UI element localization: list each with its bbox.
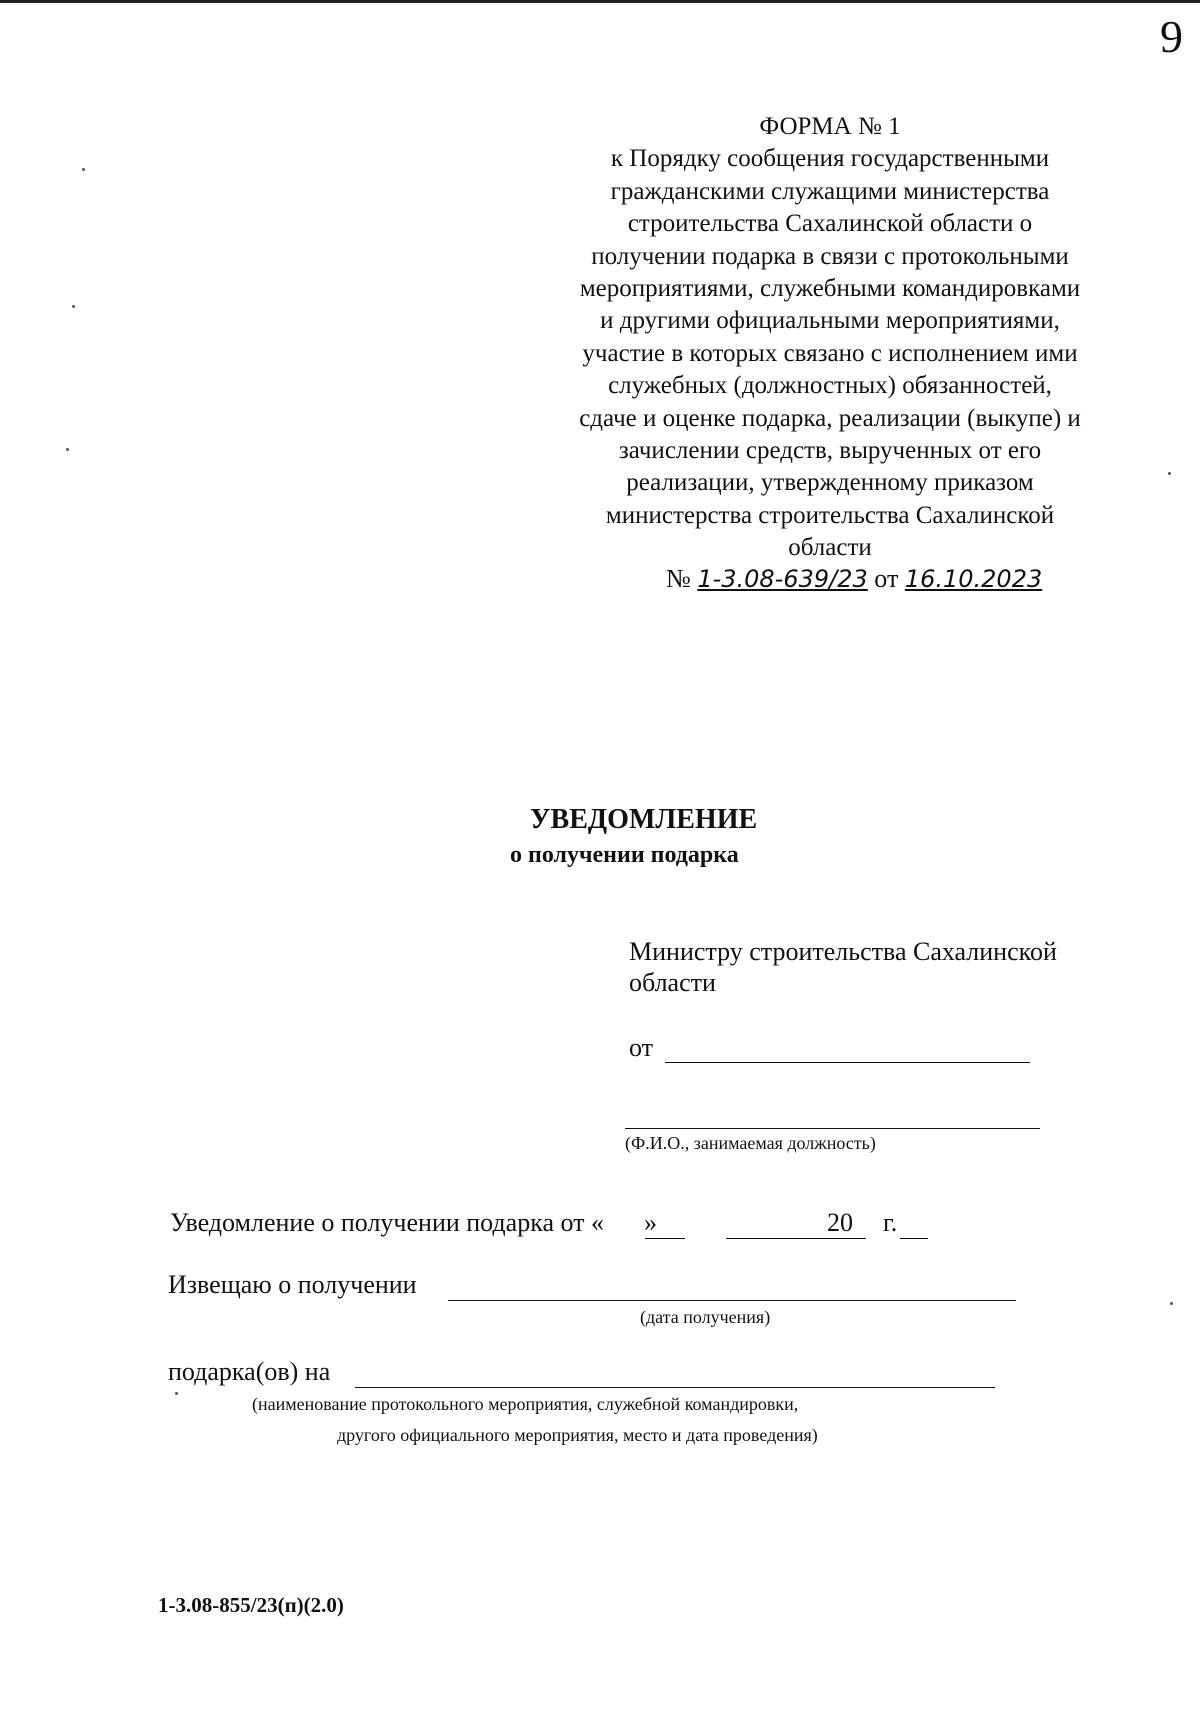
page-top-border bbox=[0, 0, 1200, 3]
notice-subtitle: о получении подарка bbox=[510, 842, 739, 868]
form-header bbox=[540, 111, 1120, 565]
form-line: зачислении средств, вырученных от его bbox=[618, 437, 1042, 465]
form-line: к Порядку сообщения государственными bbox=[610, 145, 1050, 173]
form-line: служебных (должностных) обязанностей, bbox=[608, 372, 1052, 400]
page-number: 9 bbox=[1160, 11, 1183, 62]
fio-fill-line bbox=[625, 1128, 1040, 1129]
form-line: ФОРМА № 1 bbox=[759, 113, 901, 140]
order-number-handwritten: 1-3.08-639/23 bbox=[697, 565, 868, 593]
from-label: от bbox=[629, 1033, 654, 1062]
scan-speck bbox=[1168, 472, 1171, 475]
form-line: мероприятиями, служебными командировками bbox=[579, 275, 1081, 303]
form-line: получении подарка в связи с протокольными bbox=[591, 242, 1069, 270]
scan-speck bbox=[175, 1392, 178, 1395]
form-line: реализации, утвержденному приказом bbox=[626, 469, 1034, 497]
addressee-line2: области bbox=[629, 968, 716, 997]
from-fill-line bbox=[665, 1062, 1030, 1063]
scan-speck bbox=[82, 168, 85, 171]
gift-label: подарка(ов) на bbox=[168, 1357, 331, 1386]
fio-caption: (Ф.И.О., занимаемая должность) bbox=[625, 1133, 876, 1153]
scan-speck bbox=[66, 448, 69, 451]
form-line: участие в которых связано с исполнением ими bbox=[582, 339, 1078, 367]
gift-caption-line1: (наименование протокольного мероприятия, служебной командировки, bbox=[252, 1394, 799, 1414]
order-date-handwritten: 16.10.2023 bbox=[904, 565, 1043, 593]
order-date-label: от bbox=[874, 564, 899, 593]
form-line: строительства Сахалинской области о bbox=[627, 210, 1033, 238]
order-number-label: № bbox=[666, 564, 691, 593]
month-fill-line bbox=[726, 1238, 866, 1239]
gift-fill-line bbox=[355, 1387, 995, 1388]
notice-year-suffix: г. bbox=[883, 1208, 898, 1237]
receipt-label: Извещаю о получении bbox=[168, 1270, 417, 1299]
addressee-line1: Министру строительства Сахалинской bbox=[629, 937, 1057, 966]
notice-date-prefix: Уведомление о получении подарка от « bbox=[170, 1208, 605, 1237]
notice-title: УВЕДОМЛЕНИЕ bbox=[530, 804, 758, 835]
scan-speck bbox=[1170, 1302, 1173, 1305]
form-line: и другими официальными мероприятиями, bbox=[600, 307, 1060, 335]
notice-date-row bbox=[170, 1208, 897, 1238]
day-fill-line bbox=[645, 1238, 685, 1239]
year-fill-line bbox=[900, 1238, 928, 1239]
form-line: области bbox=[788, 534, 872, 562]
form-line: министерства строительства Сахалинской bbox=[605, 501, 1055, 529]
form-line: гражданскими служащими министерства bbox=[610, 177, 1050, 205]
receipt-caption: (дата получения) bbox=[640, 1307, 771, 1327]
order-reference bbox=[666, 564, 1042, 594]
gift-caption-line2: другого официального мероприятия, место и дата проведения) bbox=[337, 1425, 818, 1445]
notice-date-mid: » bbox=[644, 1208, 658, 1237]
document-code: 1-3.08-855/23(п)(2.0) bbox=[158, 1593, 344, 1617]
notice-year-prefix: 20 bbox=[827, 1208, 854, 1237]
receipt-fill-line bbox=[448, 1300, 1016, 1301]
scan-speck bbox=[72, 305, 75, 308]
form-line: сдаче и оценке подарка, реализации (выкупе) и bbox=[579, 404, 1081, 432]
